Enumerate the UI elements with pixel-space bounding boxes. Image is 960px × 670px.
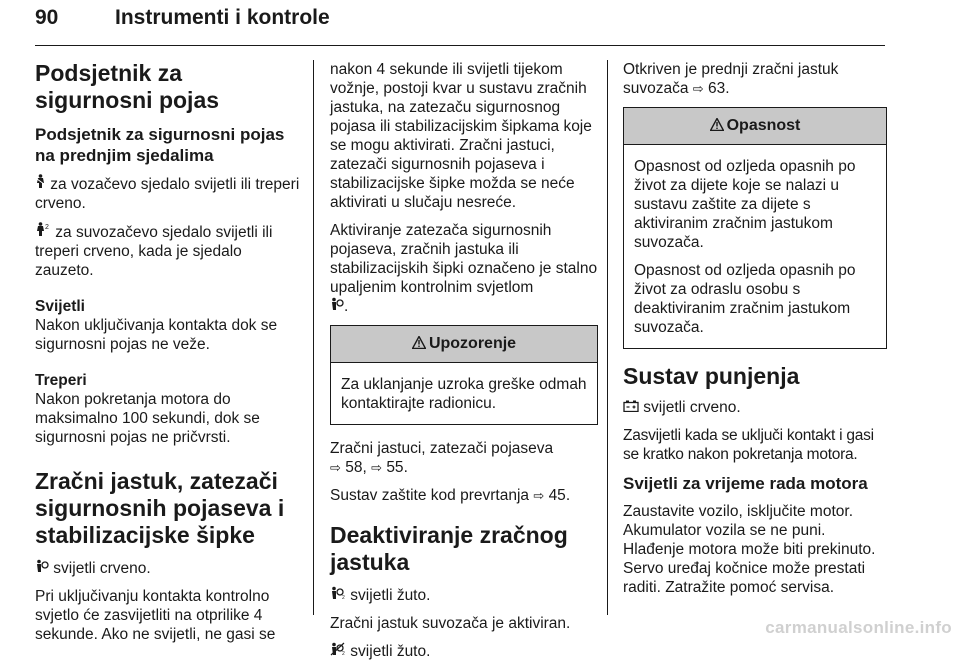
paragraph: Zaustavite vozilo, isključite motor. Akumulator vozila se ne puni. Hlađenje motora može biti prekinuto. Servo uređaj kočnice može prestati raditi. Zatražite pomoć servisa.	[623, 503, 876, 596]
seatbelt-passenger-icon	[35, 222, 51, 242]
column-divider	[607, 60, 608, 615]
page-ref-arrow-icon: ⇨	[371, 460, 382, 475]
section-title-airbag: Zračni jastuk, zatezači sigurnosnih pojaseva i stabilizacijske šipke	[35, 468, 285, 548]
label-svijetli: Svijetli	[35, 298, 85, 315]
warning-box	[330, 325, 598, 425]
page-ref-link[interactable]: 63	[708, 80, 726, 97]
paragraph: Zasvijetli kada se uključi kontakt i gasi se kratko nakon pokretanja motora.	[623, 427, 874, 463]
paragraph: Aktiviranje zatezača sigurnosnih pojaseva, zračnih jastuka ili stabilizacijskih šipki označeno je stalno upaljenim kontrolnim svjetlom .	[330, 222, 598, 315]
paragraph: Otkriven je prednji zračni jastuk suvozača ⇨ 63.	[623, 61, 839, 97]
paragraph: 2 svijetli žuto.	[330, 642, 598, 661]
paragraph: 2 svijetli žuto.	[330, 586, 598, 605]
page-ref-link[interactable]: 45	[548, 487, 566, 504]
warning-triangle-icon	[412, 336, 426, 349]
column-2	[330, 60, 598, 670]
svg-text:2: 2	[342, 651, 345, 656]
column-divider	[313, 60, 314, 615]
paragraph: 2 za suvozačevo sjedalo svijetli ili treperi crveno, kada je sjedalo zauzeto.	[35, 224, 273, 279]
paragraph: Nakon pokretanja motora do maksimalno 100 sekundi, dok se sigurnosni pojas ne pričvrsti.	[35, 391, 260, 446]
paragraph: svijetli crveno.	[35, 559, 303, 578]
airbag-icon	[330, 297, 344, 316]
column-3	[623, 60, 887, 606]
section-title-seatbelt: Podsjetnik za sigurnosni pojas	[35, 60, 220, 113]
danger-box-text: Opasnost od ozljeda opasnih po život za odraslu osobu s deaktiviranim zračnim jastukom suvozača.	[634, 262, 856, 336]
header-rule	[35, 45, 885, 46]
subsection-title-engine-running: Svijetli za vrijeme rada motora	[623, 474, 868, 493]
warning-triangle-icon	[710, 118, 724, 131]
seatbelt-driver-icon	[35, 174, 46, 194]
section-title-charging: Sustav punjenja	[623, 363, 800, 389]
chapter-title: Instrumenti i kontrole	[115, 6, 330, 29]
danger-box-header: Opasnost	[624, 108, 886, 145]
page-ref-arrow-icon: ⇨	[330, 460, 341, 475]
page-ref-link[interactable]: 55	[386, 459, 404, 476]
section-title-airbag-deactivation: Deaktiviranje zračnog jastuka	[330, 522, 568, 575]
warning-box-text: Za uklanjanje uzroka greške odmah kontaktirajte radionicu.	[341, 376, 587, 412]
subsection-title-front-seats: Podsjetnik za sigurnosni pojas na prednjim sjedalima	[35, 125, 285, 165]
watermark: carmanualsonline.info	[765, 618, 952, 637]
page-ref-arrow-icon: ⇨	[692, 81, 704, 96]
svg-text:2: 2	[342, 595, 345, 600]
paragraph: Zračni jastuk suvozača je aktiviran.	[330, 615, 571, 632]
warning-box-header: Upozorenje	[331, 326, 597, 363]
page-header	[35, 6, 330, 30]
svg-text:2: 2	[45, 224, 49, 231]
paragraph: svijetli crveno.	[623, 398, 887, 417]
paragraph: Pri uključivanju kontakta kontrolno svjetlo će zasvijetliti na otprilike 4 sekunde. Ako ne svijetli, ne gasi se	[35, 588, 276, 643]
airbag-icon	[35, 559, 49, 578]
danger-box-text: Opasnost od ozljeda opasnih po život za dijete koje se nalazi u sustavu zaštite za dijete s aktiviranim zračnim jastukom suvozača.	[634, 158, 856, 251]
column-1	[35, 60, 303, 653]
battery-icon	[623, 398, 639, 417]
paragraph: Nakon uključivanja kontakta dok se sigurnosni pojas ne veže.	[35, 317, 278, 353]
paragraph: nakon 4 sekunde ili svijetli tijekom vožnje, postoji kvar u sustavu zračnih jastuka, na zatezaču sigurnosnog pojasa ili stabilizacijskim šipkama koje se mogu aktivirati. Zračni jastuci, zatezači sigurnosnih pojaseva i stabilizacijske šipke možda se neće aktivirati u slučaju nesreće.	[330, 61, 592, 211]
label-treperi: Treperi	[35, 372, 87, 389]
danger-box	[623, 107, 887, 349]
airbag-on-icon	[330, 586, 346, 605]
page-ref-arrow-icon: ⇨	[533, 488, 545, 503]
paragraph: Sustav zaštite kod prevrtanja ⇨ 45.	[330, 487, 571, 504]
page-number: 90	[35, 6, 59, 29]
paragraph: za vozačevo sjedalo svijetli ili treperi crveno.	[35, 176, 300, 212]
paragraph: Zračni jastuci, zatezači pojaseva ⇨ 58, ⇨ 55.	[330, 440, 554, 476]
airbag-off-icon	[330, 642, 346, 661]
page-ref-link[interactable]: 58	[345, 459, 363, 476]
